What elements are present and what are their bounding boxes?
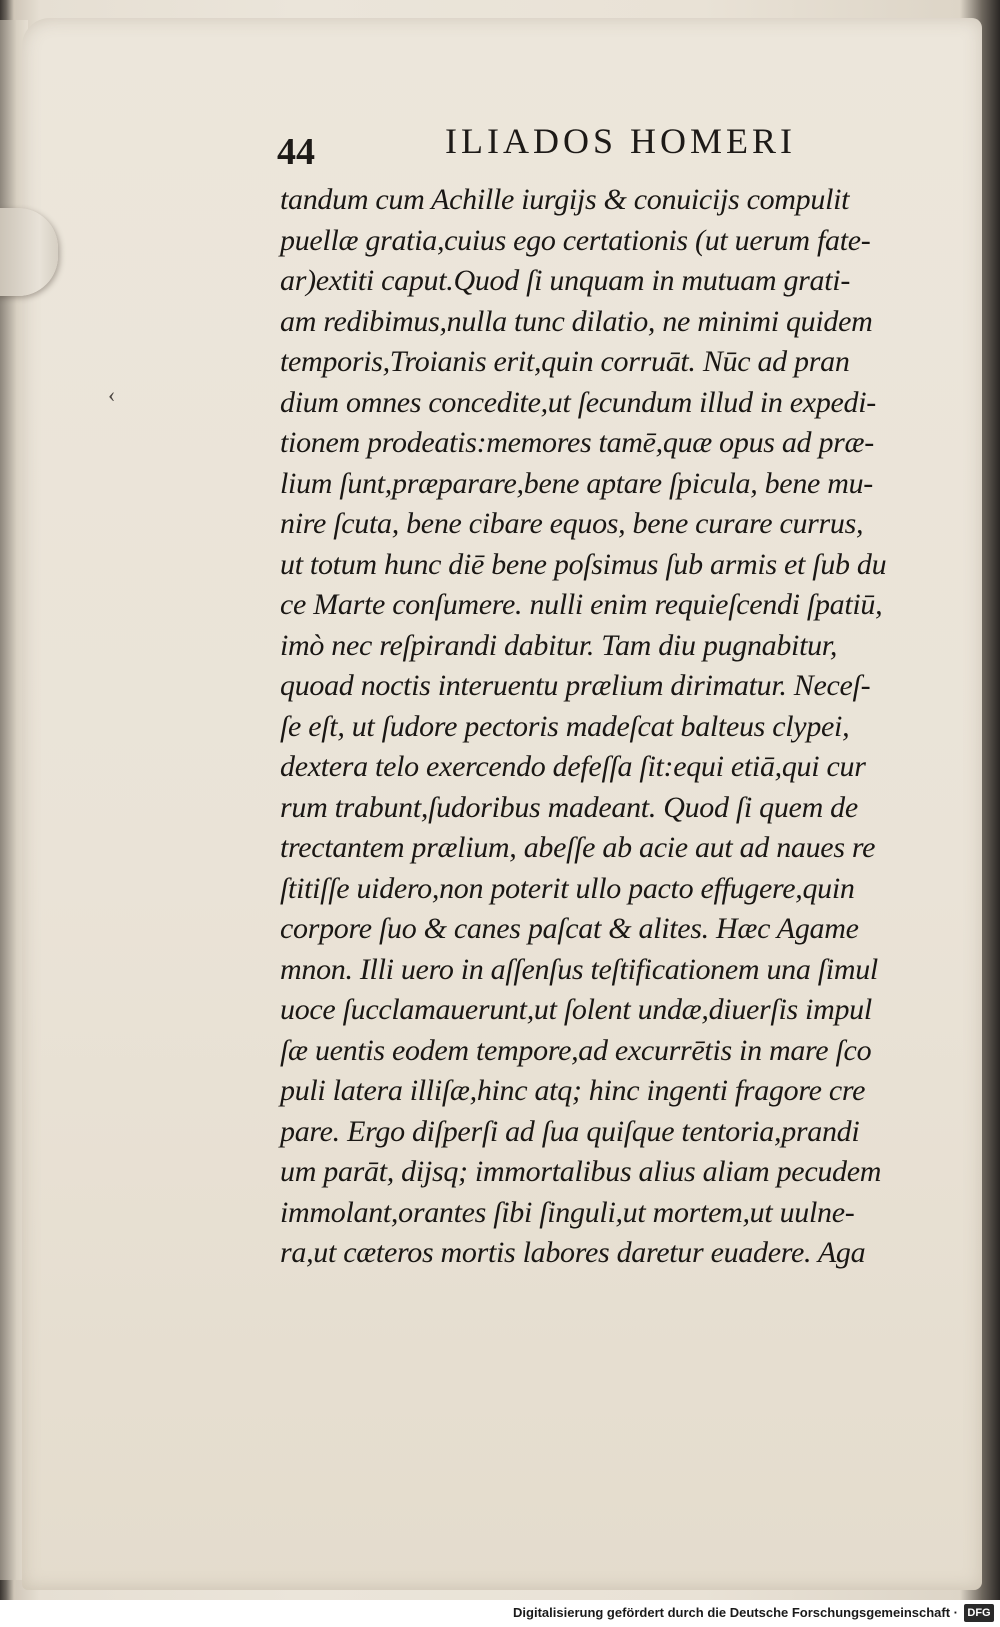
text-line: pare. Ergo diſperſi ad ſua quiſque tentoria,prandi <box>280 1114 860 1148</box>
page-header <box>277 114 937 174</box>
text-line: tandum cum Achille iurgijs & conuicijs compulit <box>280 183 850 216</box>
text-line: ſe eſt, ut ſudore pectoris madeſcat balteus clypei, <box>280 709 850 743</box>
book-page <box>22 18 982 1590</box>
text-line: ra,ut cæteros mortis labores daretur euadere. Aga <box>280 1236 866 1269</box>
text-line: tionem prodeatis:memores tamē,quæ opus ad præ- <box>280 426 874 459</box>
text-line: ar)extiti caput.Quod ſi unquam in mutuam grati- <box>280 264 851 297</box>
text-line: corpore ſuo & canes paſcat & alites. Hæc Agame <box>280 912 859 945</box>
text-line: ſæ uentis eodem tempore,ad excurrētis in mare ſco <box>280 1033 872 1067</box>
text-line: rum trabunt,ſudoribus madeant. Quod ſi quem de <box>280 790 858 824</box>
text-line: imò nec reſpirandi dabitur. Tam diu pugnabitur, <box>280 628 838 662</box>
text-line: immolant,orantes ſibi ſinguli,ut mortem,ut uulne- <box>280 1195 855 1229</box>
footer-credit: Digitalisierung gefördert durch die Deutsche Forschungsgemeinschaft · <box>513 1605 958 1620</box>
dfg-logo: DFG <box>964 1604 994 1622</box>
text-line: ce Marte conſumere. nulli enim requieſcendi ſpatiū, <box>280 588 883 621</box>
text-line: dextera telo exercendo defeſſa ſit:equi etiā,qui cur <box>280 750 866 783</box>
text-line: am redibimus,nulla tunc dilatio, ne minimi quidem <box>280 304 873 338</box>
text-line: nire ſcuta, bene cibare equos, bene curare currus, <box>280 507 864 540</box>
text-line: quoad noctis interuentu prælium dirimatur. Neceſ- <box>280 669 871 702</box>
text-line: dium omnes concedite,ut ſecundum illud in expedi- <box>280 385 876 419</box>
page-number: 44 <box>277 131 315 173</box>
text-line: temporis,Troianis erit,quin corruāt. Nūc ad pran <box>280 345 850 378</box>
margin-mark: ‹ <box>108 382 116 407</box>
running-head: ILIADOS HOMERI <box>445 121 796 161</box>
body-text <box>280 180 960 1274</box>
text-line: uoce ſucclamauerunt,ut ſolent undæ,diuerſis impul <box>280 993 872 1026</box>
text-line: mnon. Illi uero in aſſenſus teſtificationem una ſimul <box>280 952 878 986</box>
text-line: ut totum hunc diē bene poſsimus ſub armis et ſub du <box>280 547 887 581</box>
text-line: puellæ gratia,cuius ego certationis (ut uerum fate- <box>280 223 871 257</box>
text-line: lium ſunt,præparare,bene aptare ſpicula, bene mu- <box>280 466 873 500</box>
footer-bar <box>0 1600 1000 1627</box>
text-line: ſtitiſſe uidero,non poterit ullo pacto effugere,quin <box>280 871 855 905</box>
text-line: trectantem prælium, abeſſe ab acie aut ad naues re <box>280 831 876 864</box>
text-line: um parāt, dijsq; immortalibus alius aliam pecudem <box>280 1155 882 1188</box>
text-line: puli latera illiſæ,hinc atq; hinc ingenti fragore cre <box>280 1074 866 1107</box>
